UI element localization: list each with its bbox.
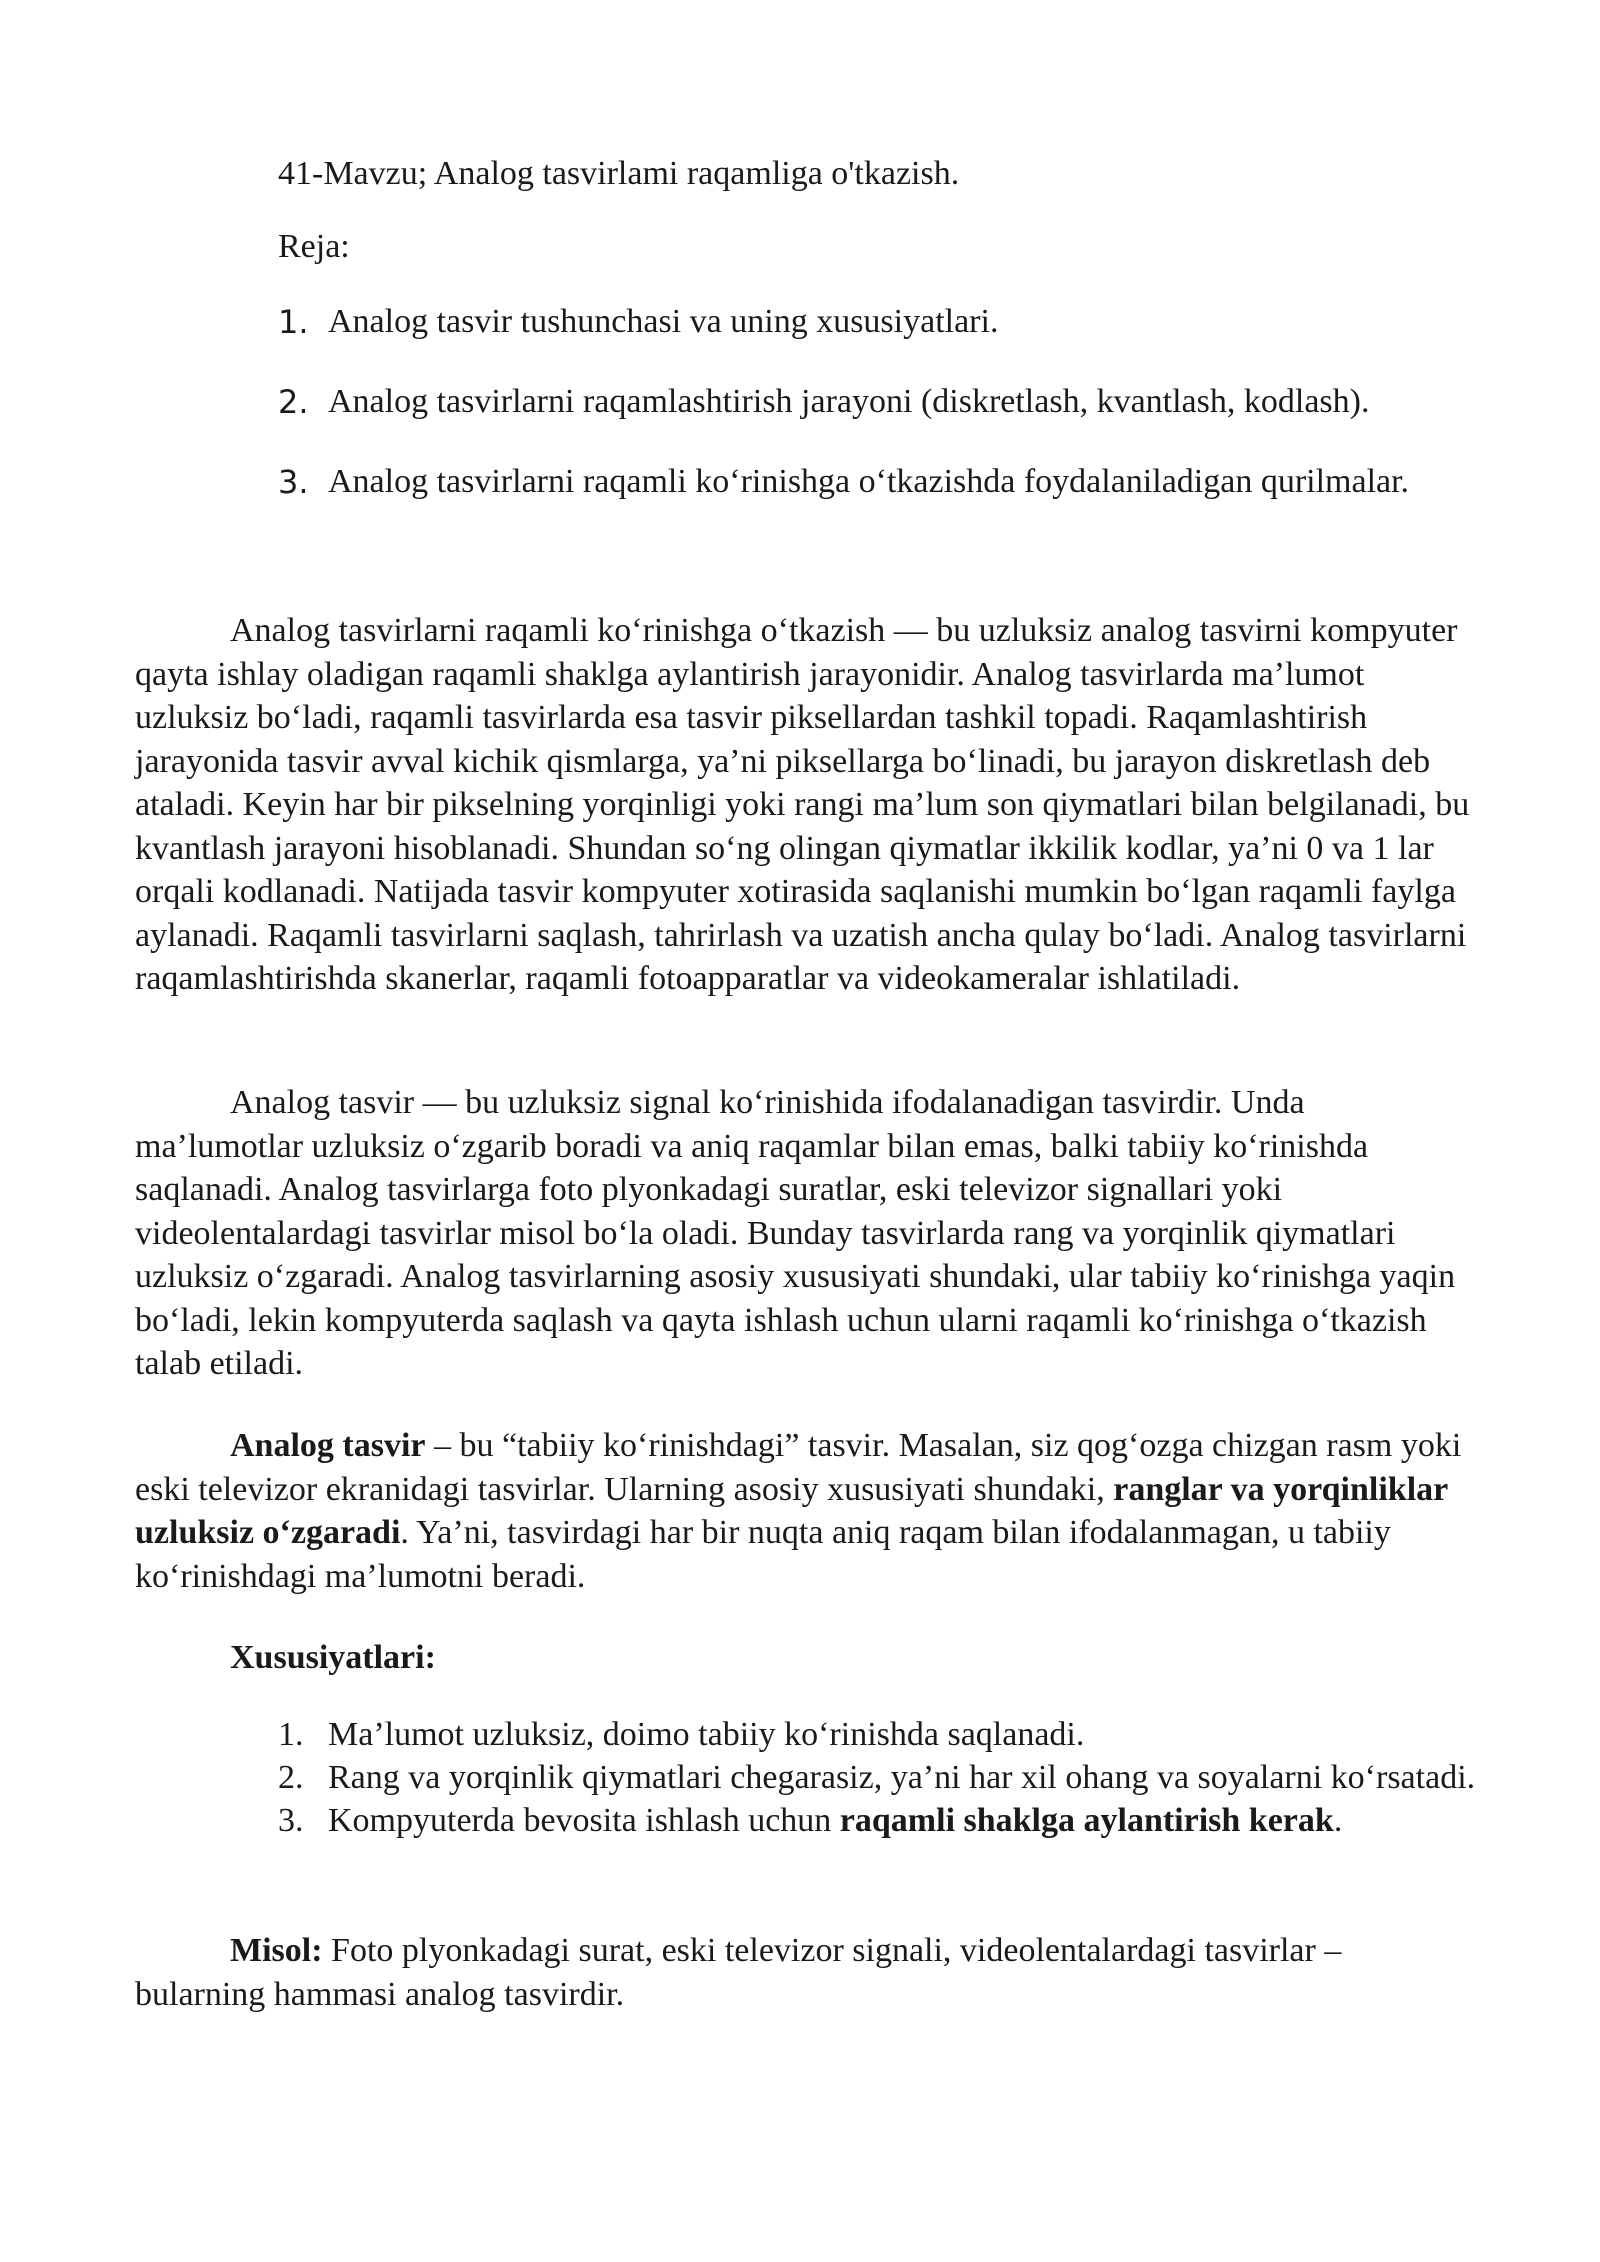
- document-title: 41-Mavzu; Analog tasvirlami raqamliga o'tkazish.: [278, 155, 960, 192]
- property-item: [278, 1799, 1508, 1842]
- bold-term: Analog tasvir: [230, 1427, 426, 1464]
- property-text: Rang va yorqinlik qiymatlari chegarasiz, ya’ni har xil ohang va soyalarni ko‘rsatadi.: [328, 1759, 1476, 1796]
- property-bold-text: raqamli shaklga aylantirish kerak: [839, 1802, 1334, 1839]
- paragraph-analog-definition-text: Analog tasvir — bu uzluksiz signal ko‘rinishida ifodalanadigan tasvirdir. Unda ma’lumotlar uzluksiz o‘zgarib boradi va aniq raqamlar bilan emas, balki tabiiy ko‘rinishda saqlanadi. Analog tasvirlarga foto plyonkadagi suratlar, eski televizor signallari yoki videolentalardagi tasvirlar misol bo‘la oladi. Bunday tasvirlarda rang va yorqinlik qiymatlari uzluksiz o‘zgaradi. Analog tasvirlarning asosiy xususiyati shundaki, ular tabiiy ko‘rinishga yaqin bo‘ladi, lekin kompyuterda saqlash va qayta ishlash uchun ularni raqamli ko‘rinishga o‘tkazish talab etiladi.: [135, 1084, 1456, 1382]
- plan-item: [278, 455, 1508, 509]
- property-text: Ma’lumot uzluksiz, doimo tabiiy ko‘rinishda saqlanadi.: [328, 1716, 1085, 1753]
- plan-item: [278, 375, 1508, 429]
- example-text: Foto plyonkadagi surat, eski televizor signali, videolentalardagi tasvirlar – bularning hammasi analog tasvirdir.: [135, 1932, 1342, 2013]
- paragraph-example: [135, 1929, 1475, 2016]
- property-item: [278, 1756, 1508, 1799]
- paragraph-digitization-text: Analog tasvirlarni raqamli ko‘rinishga o‘tkazish — bu uzluksiz analog tasvirni kompyuter qayta ishlay oladigan raqamli shaklga aylantirish jarayonidir. Analog tasvirlarda ma’lumot uzluksiz bo‘ladi, raqamli tasvirlarda esa tasvir piksellardan tashkil topadi. Raqamlashtirish jarayonida tasvir avval kichik qismlarga, ya’ni piksellarga bo‘linadi, bu jarayon diskretlash deb ataladi. Keyin har bir pikselning yorqinligi yoki rangi ma’lum son qiymatlari bilan belgilanadi, bu kvantlash jarayoni hisoblanadi. Shundan so‘ng olingan qiymatlar ikkilik kodlar, ya’ni 0 va 1 lar orqali kodlanadi. Natijada tasvir kompyuter xotirasida saqlanishi mumkin bo‘lgan raqamli faylga aylanadi. Raqamli tasvirlarni saqlash, tahrirlash va uzatish ancha qulay bo‘ladi. Analog tasvirlarni raqamlashtirishda skanerlar, raqamli fotoapparatlar va videokameralar ishlatiladi.: [135, 612, 1470, 997]
- property-number: 1.: [278, 1716, 304, 1753]
- example-label: Misol:: [230, 1932, 323, 1969]
- property-item: [278, 1713, 1508, 1756]
- paragraph-analog-natural: [135, 1424, 1475, 1598]
- plan-item-number: 3.: [278, 463, 309, 501]
- paragraph-analog-definition: [135, 1081, 1475, 1386]
- plan-item-text: Analog tasvirlarni raqamlashtirish jarayoni (diskretlash, kvantlash, kodlash).: [328, 383, 1370, 420]
- plan-item: [278, 295, 1508, 349]
- plan-label: Reja:: [278, 228, 350, 265]
- paragraph-digitization: [135, 609, 1475, 1001]
- plan-item-number: 1.: [278, 303, 309, 341]
- paragraph-text: – bu “tabiiy ko‘rinishdagi” tasvir. Masalan, siz qog‘ozga chizgan rasm yoki eski televizor ekranidagi tasvirlar. Ularning asosiy xususiyati shundaki,: [135, 1427, 1462, 1508]
- plan-item-text: Analog tasvirlarni raqamli ko‘rinishga o‘tkazishda foydalaniladigan qurilmalar.: [328, 463, 1410, 500]
- plan-item-number: 2.: [278, 383, 309, 421]
- properties-list: [278, 1713, 1508, 1842]
- property-text: Kompyuterda bevosita ishlash uchun: [328, 1802, 840, 1839]
- bold-phrase: ranglar va yorqinliklar uzluksiz o‘zgaradi: [135, 1470, 1448, 1551]
- property-number: 2.: [278, 1759, 304, 1796]
- property-number: 3.: [278, 1802, 304, 1839]
- properties-heading: Xususiyatlari:: [230, 1639, 436, 1676]
- paragraph-text: . Ya’ni, tasvirdagi har bir nuqta aniq raqam bilan ifodalanmagan, u tabiiy ko‘rinishdagi ma’lumotni beradi.: [135, 1514, 1391, 1595]
- property-tail: .: [1333, 1802, 1343, 1839]
- plan-list: [278, 295, 1508, 535]
- plan-item-text: Analog tasvir tushunchasi va uning xususiyatlari.: [328, 303, 999, 340]
